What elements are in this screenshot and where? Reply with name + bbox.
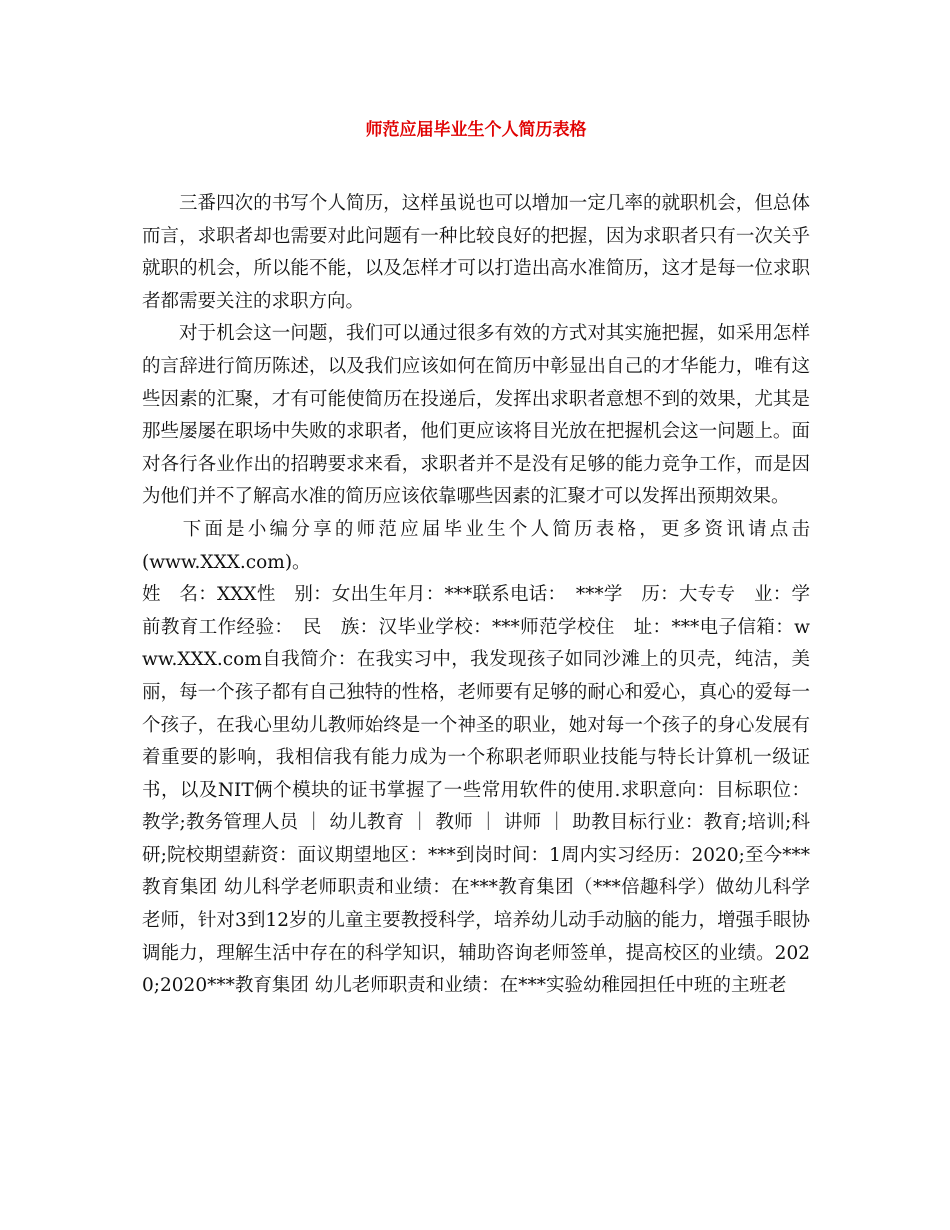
intro-paragraph-3: 下面是小编分享的师范应届毕业生个人简历表格，更多资讯请点击(www.XXX.com)。 [142,518,810,573]
document-page [142,118,810,1003]
document-title: 师范应届毕业生个人简历表格 [365,120,587,140]
intro-paragraph-1: 三番四次的书写个人简历，这样虽说也可以增加一定几率的就职机会，但总体而言，求职者却也需要对此问题有一种比较良好的把握，因为求职者只有一次关乎就职的机会，所以能不能，以及怎样才可以打造出高水准简历，这才是每一位求职者都需要关注的求职方向。 [142,193,810,312]
resume-content: 姓 名：XXX性 别：女出生年月：***联系电话： ***学 历：大专专 业：学前教育工作经验： 民 族：汉毕业学校：***师范学校住 址：***电子信箱：www.XXX.com自我简介：在我实习中，我发现孩子如同沙滩上的贝壳，纯洁，美丽，每一个孩子都有自己独特的性格，老师要有足够的耐心和爱心，真心的爱每一个孩子，在我心里幼儿教师始终是一个神圣的职业，她对每一个孩子的身心发展有着重要的影响，我相信我有能力成为一个称职老师职业技能与特长计算机一级证书，以及NIT俩个模块的证书掌握了一些常用软件的使用.求职意向：目标职位：教学;教务管理人员 ｜ 幼儿教育 ｜ 教师 ｜ 讲师 ｜ 助教目标行业：教育;培训;科研;院校期望薪资：面议期望地区：***到岗时间：1周内实习经历：2020;至今***教育集团 幼儿科学老师职责和业绩：在***教育集团（***倍趣科学）做幼儿科学老师，针对3到12岁的儿童主要教授科学，培养幼儿动手动脑的能力，增强手眼协调能力，理解生活中存在的科学知识，辅助咨询老师签单，提高校区的业绩。2020;2020***教育集团 幼儿老师职责和业绩：在***实验幼稚园担任中班的主班老 [142,584,810,997]
intro-paragraph-2: 对于机会这一问题，我们可以通过很多有效的方式对其实施把握，如采用怎样的言辞进行简历陈述，以及我们应该如何在简历中彰显出自己的才华能力，唯有这些因素的汇聚，才有可能使简历在投递后，发挥出求职者意想不到的效果，尤其是那些屡屡在职场中失败的求职者，他们更应该将目光放在把握机会这一问题上。面对各行各业作出的招聘要求来看，求职者并不是没有足够的能力竞争工作，而是因为他们并不了解高水准的简历应该依靠哪些因素的汇聚才可以发挥出预期效果。 [142,323,810,508]
